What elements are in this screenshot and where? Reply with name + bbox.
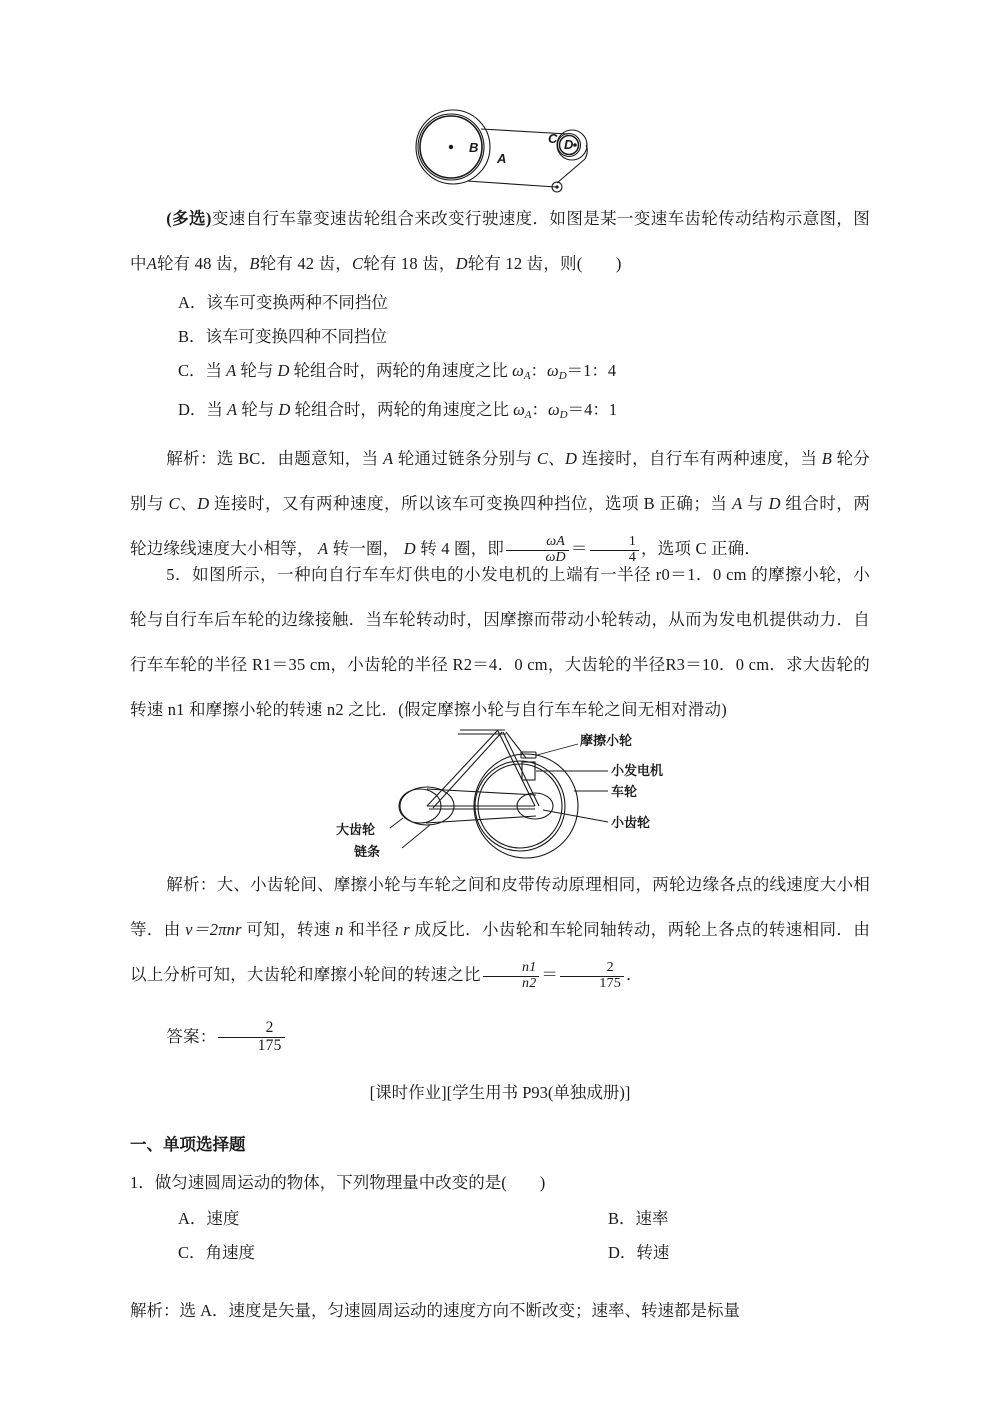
- label-small-gear: 小齿轮: [611, 815, 651, 830]
- analysis-sym-c: C: [536, 449, 549, 469]
- section-one-heading: 一、单项选择题: [130, 1135, 246, 1154]
- analysis-5-sym-r: r: [403, 920, 410, 939]
- result-num: 2: [606, 960, 614, 976]
- analysis-multi-prefix: 解析：: [166, 449, 217, 469]
- option-c[interactable]: [130, 354, 870, 393]
- label-big-gear: 大齿轮: [336, 822, 376, 837]
- answer-5-block: [130, 1014, 870, 1059]
- q1-option-c[interactable]: [178, 1236, 608, 1270]
- analysis-multi-l3b: 组合时，两轮边缘线速度大小相等，: [130, 494, 871, 559]
- analysis-multi-l1c: 、: [548, 449, 566, 469]
- q1-option-a-label: A．: [178, 1209, 207, 1228]
- one-quarter-num: 1: [628, 534, 637, 550]
- option-d-mid1: 轮与: [241, 400, 275, 420]
- answer-5-num: 2: [265, 1019, 274, 1037]
- wheel-c-symbol: C: [351, 254, 364, 273]
- analysis-sym-b: B: [821, 449, 833, 469]
- option-c-label: C．: [178, 361, 206, 380]
- gear-label-d: D: [564, 137, 574, 152]
- teeth-d-text: 轮有 12 齿，则( ): [467, 254, 622, 273]
- n-ratio-num: n1: [522, 960, 537, 976]
- option-d[interactable]: [130, 393, 870, 432]
- option-b-label: B．: [178, 327, 206, 346]
- analysis-multi-l3d: 转 4 圈，即: [420, 539, 505, 559]
- question-5-line5: 之间无相对滑动): [604, 700, 727, 719]
- bicycle-diagram-svg: [330, 718, 710, 860]
- analysis-5-line2c: 和半径: [348, 920, 399, 939]
- q1-analysis-choice: 选 A．: [179, 1301, 229, 1320]
- q1-analysis: [130, 1292, 870, 1330]
- analysis-multi-l3c: 转一圈，: [332, 539, 400, 559]
- analysis-5-sym-n: n: [335, 920, 344, 939]
- analysis-sym-d4: D: [403, 539, 416, 559]
- option-c-colon: ：: [530, 361, 548, 380]
- n-ratio-fraction: [483, 961, 540, 991]
- answer-5-line: [130, 1014, 870, 1059]
- analysis-5-line3a: 点的转速相同．由以上分析可知，大齿轮和摩擦小轮间的转速之比: [130, 920, 871, 984]
- section-one-block: [130, 1126, 870, 1330]
- analysis-multi-frac-eq: ＝: [570, 539, 588, 559]
- analysis-multi-block: [130, 436, 870, 571]
- option-d-omega1-sub: A: [524, 409, 532, 422]
- option-b[interactable]: [130, 320, 870, 354]
- question-5-block: [130, 552, 870, 732]
- analysis-sym-d3: D: [768, 494, 781, 514]
- question-5-text: [130, 552, 870, 732]
- option-d-omega1: ω: [513, 400, 525, 420]
- q1-stem-text: 做匀速圆周运动的物体，下列物理量中改变的是( ): [154, 1173, 546, 1192]
- analysis-5-frac-eq: ＝: [541, 965, 559, 984]
- analysis-5-block: [130, 862, 870, 997]
- answer-5-label: 答案：: [166, 1027, 217, 1046]
- option-c-equals: ＝1：4: [566, 361, 617, 380]
- question-5-line2: 小轮，小轮与自行车后车轮的边缘接触．当车轮转动时，因摩擦而带动小轮转动，从而为发: [130, 565, 870, 629]
- homework-header-block: [130, 1076, 870, 1110]
- wheel-d-symbol: D: [455, 254, 468, 273]
- analysis-sym-d2: D: [197, 494, 210, 514]
- option-b-text: 该车可变换四种不同挡位: [205, 327, 388, 346]
- option-a-text: 该车可变换两种不同挡位: [206, 293, 388, 312]
- option-d-mid2: 轮组合时，两轮的角速度之比: [294, 400, 509, 420]
- question-5-line3: 电机提供动力．自行车车轮的半径 R1＝35 cm，小齿轮的半径 R2＝4．0 cm，大齿轮的半径: [130, 610, 870, 674]
- multi-select-tag: (多选): [166, 209, 212, 228]
- option-d-wheel2: D: [278, 400, 291, 420]
- option-c-omega1: ω: [512, 361, 524, 380]
- option-d-equals: ＝4：1: [567, 400, 618, 420]
- teeth-c-text: 轮有 18 齿，: [363, 254, 456, 273]
- n-ratio-den: n2: [483, 976, 540, 992]
- q1-option-d-text: 转速: [636, 1243, 670, 1262]
- teeth-a-text: 轮有 48 齿，: [156, 254, 250, 273]
- analysis-5-line1: 大、小齿轮间、摩擦小轮与车轮之间和皮带传动原理相同，两轮边缘各点的线速: [216, 875, 804, 894]
- option-d-prefix: 当: [206, 400, 223, 420]
- analysis-multi-l1d: 连接时，自行车有两种速度，当: [581, 449, 818, 469]
- label-generator: 小发电机: [611, 763, 664, 778]
- q1-option-b[interactable]: [608, 1202, 848, 1236]
- wheel-a-symbol: A: [146, 254, 157, 273]
- analysis-multi-l3a: 与: [746, 494, 764, 514]
- q1-option-b-text: 速率: [635, 1209, 669, 1228]
- option-c-prefix: 当: [205, 361, 223, 380]
- omega-ratio-num: ωA: [546, 534, 566, 550]
- option-c-omega1-sub: A: [523, 370, 531, 383]
- analysis-multi-l1b: 轮通过链条分别与: [397, 449, 533, 469]
- analysis-5-line2d: 成反比．小齿轮和车轮同轴转动，两轮上各: [414, 920, 736, 939]
- analysis-5-prefix: 解析：: [166, 875, 217, 894]
- analysis-multi-l1c2: 、: [179, 494, 198, 514]
- teeth-b-text: 轮有 42 齿，: [259, 254, 352, 273]
- analysis-multi-l3end: ，选项 C 正确．: [641, 539, 762, 559]
- analysis-multi-l2b: 连接时，又有两种速度，所以该车可变换四种挡位，选项 B 正确；当: [213, 494, 728, 514]
- option-d-omega2: ω: [547, 400, 560, 420]
- option-d-omega2-sub: D: [559, 409, 568, 422]
- q1-option-d[interactable]: [608, 1236, 848, 1270]
- q1-option-a-text: 速度: [206, 1209, 240, 1228]
- question-multi-stem-line2-prefix: 意图，图中: [130, 209, 870, 273]
- answer-5-den: 175: [218, 1037, 284, 1054]
- analysis-sym-a3: A: [318, 539, 329, 559]
- wheel-b-symbol: B: [249, 254, 260, 273]
- option-d-colon: ：: [531, 400, 548, 420]
- question-multi-stem: [130, 196, 870, 286]
- analysis-5-formula: v＝2πnr: [185, 920, 242, 939]
- question-5-number: 5．: [166, 565, 193, 584]
- q1-number: 1．: [130, 1173, 155, 1192]
- option-c-omega2-sub: D: [558, 370, 567, 383]
- homework-header: [课时作业][学生用书 P93(单独成册)]: [369, 1083, 631, 1102]
- option-a-label: A．: [178, 293, 207, 312]
- analysis-5-line2a: 度大小相等．由: [130, 875, 870, 939]
- label-friction-wheel: 摩擦小轮: [580, 733, 633, 748]
- one-quarter-den: 4: [590, 550, 640, 566]
- option-c-wheel1: A: [226, 361, 237, 380]
- q1-option-c-label: C．: [178, 1243, 206, 1262]
- q1-option-d-label: D．: [608, 1243, 637, 1262]
- option-d-label: D．: [178, 400, 207, 420]
- q1-stem: [130, 1164, 870, 1202]
- gear-transmission-diagram: [405, 103, 625, 193]
- omega-ratio-den: ωD: [506, 550, 569, 566]
- analysis-multi-l1a: 由题意知，当: [277, 449, 379, 469]
- answer-5-fraction: [218, 1020, 284, 1054]
- result-den: 175: [560, 976, 624, 992]
- option-c-mid1: 轮与: [240, 361, 274, 380]
- option-c-mid2: 轮组合时，两轮的角速度之比: [293, 361, 509, 380]
- label-chain: 链条: [354, 844, 381, 859]
- analysis-sym-d: D: [565, 449, 578, 469]
- q1-option-a[interactable]: [178, 1202, 608, 1236]
- result-fraction: [560, 961, 624, 991]
- q1-option-b-label: B．: [608, 1209, 636, 1228]
- question-5-line4: R3＝10．0 cm．求大齿轮的转速 n1 和摩擦小轮的转速 n2 之比．(假定摩擦小轮与自行车车轮: [130, 655, 871, 719]
- analysis-5-line3end: ．: [626, 965, 643, 984]
- q1-analysis-prefix: 解析：: [130, 1301, 180, 1320]
- option-c-wheel2: D: [277, 361, 290, 380]
- analysis-5-text: [130, 862, 870, 997]
- q1-options-row-2: [130, 1236, 870, 1270]
- analysis-sym-a2: A: [732, 494, 743, 514]
- label-wheel: 车轮: [611, 784, 638, 799]
- bicycle-generator-diagram: [330, 718, 710, 860]
- analysis-sym-c2: C: [168, 494, 180, 514]
- gear-diagram-svg: [405, 103, 625, 193]
- option-a[interactable]: [130, 286, 870, 320]
- analysis-multi-l2a: 轮分别与: [130, 449, 871, 514]
- option-c-omega2: ω: [547, 361, 559, 380]
- question-multi-stem-line1: 变速自行车靠变速齿轮组合来改变行驶速度．如图是某一变速车齿轮传动结构示: [211, 209, 803, 228]
- multi-choice-question-block: [130, 196, 870, 571]
- gear-label-c: C: [548, 131, 558, 146]
- option-d-wheel1: A: [227, 400, 238, 420]
- gear-label-b: B: [469, 140, 479, 155]
- question-5-line1: 如图所示，一种向自行车车灯供电的小发电机的上端有一半径 r0＝1．0 cm 的摩擦: [192, 565, 803, 584]
- analysis-5-line2b: 可知，转速: [246, 920, 331, 939]
- q1-analysis-text: 速度是矢量，匀速圆周运动的速度方向不断改变；速率、转速都是标量: [228, 1301, 741, 1320]
- gear-label-a: A: [497, 151, 507, 166]
- q1-options-row-1: [130, 1202, 870, 1236]
- q1-option-c-text: 角速度: [205, 1243, 256, 1262]
- analysis-multi-choice: 选 BC．: [216, 449, 278, 469]
- analysis-sym-a: A: [382, 449, 394, 469]
